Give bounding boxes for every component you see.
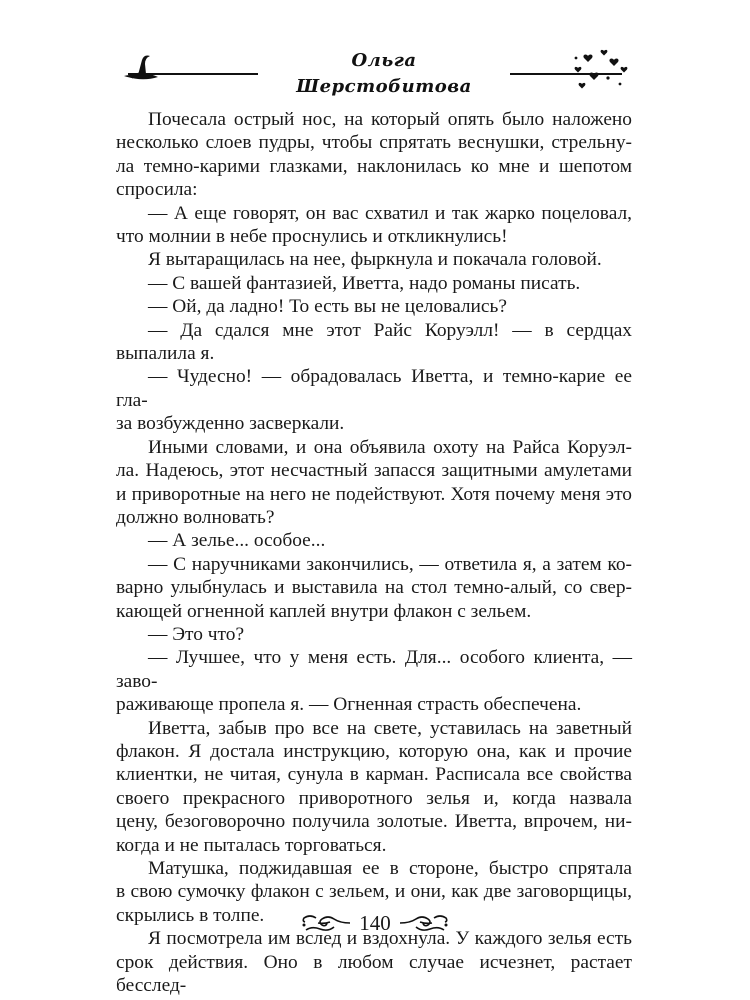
body-text: [116, 108, 632, 997]
text-line: кающей огненной каплей внутри флакон с зельем.: [116, 600, 532, 622]
text-line: несколько слоев пудры, чтобы спрятать веснушки, стрельну-: [116, 132, 632, 154]
flourish-left-icon: [300, 910, 352, 936]
text-line: — Да сдался мне этот Райс Коруэлл! — в сердцах выпалила я.: [116, 319, 632, 365]
text-line: должно волновать?: [116, 506, 275, 528]
text-line: — Чудесно! — обрадовалась Иветта, и темно-карие ее гла-: [116, 366, 632, 411]
text-line: ла темно-карими глазками, наклонилась ко мне и шепотом: [116, 155, 632, 177]
text-line: — Ой, да ладно! То есть вы не целовались?: [148, 296, 507, 318]
text-line: ла. Надеюсь, этот несчастный запасся защитными амулетами: [116, 460, 632, 482]
text-line: спросила:: [116, 179, 198, 201]
text-line: Я вытаращилась на нее, фыркнула и покачала головой.: [148, 249, 602, 271]
text-line: в свою сумочку флакон с зельем, и они, как две заговорщицы,: [116, 881, 632, 903]
text-line: и приворотные на него не подействуют. Хотя почему меня это: [116, 483, 632, 505]
text-line: когда и не пыталась торговаться.: [116, 834, 387, 856]
text-line: — А зелье... особое...: [148, 530, 326, 552]
text-line: Иными словами, и она объявила охоту на Райса Коруэл-: [148, 436, 632, 458]
text-line: — С вашей фантазией, Иветта, надо романы писать.: [148, 272, 581, 294]
text-line: Почесала острый нос, на который опять было наложено: [148, 109, 632, 130]
text-line: что молнии в небе проснулись и откликнулись!: [116, 226, 508, 248]
running-header-author: Ольга Шерстобитова: [258, 48, 510, 100]
text-line: — Лучшее, что у меня есть. Для... особого клиента, — заво-: [116, 647, 632, 692]
text-line: за возбужденно засверкали.: [116, 413, 345, 435]
text-line: срок действия. Оно в любом случае исчезнет, растает бесслед-: [116, 951, 632, 997]
text-line: варно улыбнулась и выставила на стол темно-алый, со свер-: [116, 577, 632, 599]
text-line: Матушка, поджидавшая ее в стороне, быстро спрятала: [148, 858, 632, 879]
flourish-right-icon: [398, 910, 450, 936]
text-line: — С наручниками закончились, — ответила я, а затем ко-: [148, 553, 632, 575]
text-line: скрылись в толпе.: [116, 904, 265, 926]
text-line: цену, безоговорочно получила золотые. Иветта, впрочем, ни-: [116, 811, 632, 833]
text-line: клиентки, не читая, сунула в карман. Расписала все свойства: [116, 764, 632, 786]
witch-hat-icon: [120, 52, 160, 84]
page-number: 140: [359, 911, 391, 935]
text-line: раживающе пропела я. — Огненная страсть обеспечена.: [116, 694, 582, 716]
text-line: своего прекрасного приворотного зелья и, когда назвала: [116, 787, 632, 809]
text-line: Я посмотрела им вслед и вздохнула. У каждого зелья есть: [148, 928, 632, 950]
text-line: — Это что?: [148, 623, 245, 645]
text-line: Иветта, забыв про все на свете, уставилась на заветный: [148, 717, 632, 739]
hearts-icon: [568, 48, 632, 94]
text-line: — А еще говорят, он вас схватил и так жарко поцеловал,: [148, 202, 632, 224]
text-line: флакон. Я достала инструкцию, которую она, как и прочие: [116, 740, 632, 762]
page-footer: [300, 906, 450, 942]
